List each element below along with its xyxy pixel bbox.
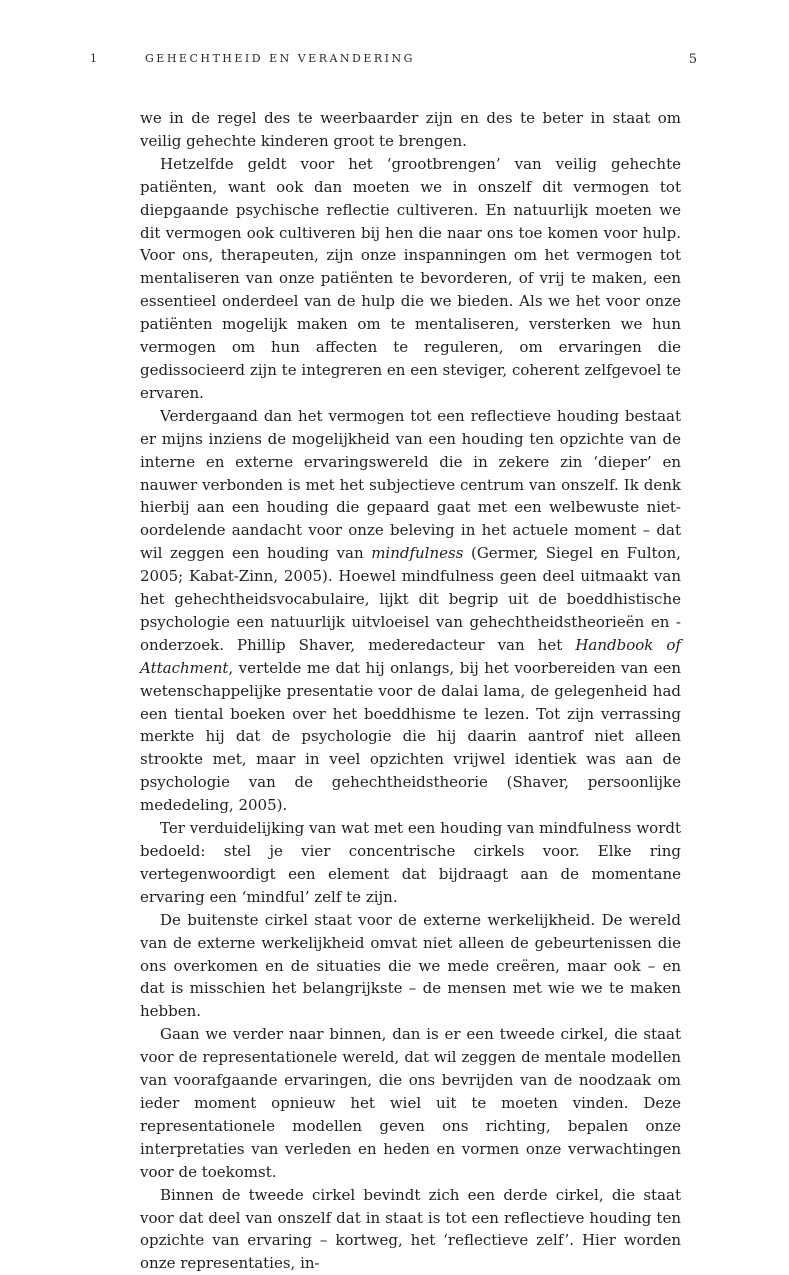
text-segment: De buitenste cirkel staat voor de externe werkelijkheid. De wereld van de externe werkelijkheid omvat niet alleen de gebeurtenissen die ons overkomen en de situaties die we mede creëren, maar ook – en dat is misschien het belangrijkste – de mensen met wie we te maken hebben. <box>140 910 681 1021</box>
paragraph <box>140 909 681 1024</box>
paragraph <box>140 153 681 405</box>
text-segment: Gaan we verder naar binnen, dan is er een tweede cirkel, die staat voor de representationele wereld, dat wil zeggen de mentale modellen van voorafgaande ervaringen, die ons bevrijden van de noodzaak om ieder moment opnieuw het wiel uit te moeten vinden. Deze representationele modellen geven ons richting, bepalen onze interpretaties van verleden en heden en vormen onze verwachtingen voor de toekomst. <box>140 1025 681 1181</box>
paragraph <box>140 107 681 153</box>
text-segment: we in de regel des te weerbaarder zijn en des te beter in staat om veilig gehechte kinderen groot te brengen. <box>140 109 681 150</box>
paragraph <box>140 1184 681 1275</box>
body-text <box>140 107 681 1275</box>
chapter-number: 1 <box>90 52 100 65</box>
italic-term: mindfulness <box>371 544 464 563</box>
text-segment: (Germer, Siegel en Fulton, 2005; Kabat-Zinn, 2005). Hoewel mindfulness geen deel uitmaakt van het gehechtheidsvocabulaire, lijkt dit begrip uit de boeddhistische psychologie een natuurlijk uitvloeisel van gehechtheidstheorieën en -onderzoek. Phillip Shaver, mederedacteur van het <box>140 544 681 654</box>
page-number: 5 <box>688 52 697 67</box>
text-segment: Ter verduidelijking van wat met een houding van mindfulness wordt bedoeld: stel je vier concentrische cirkels voor. Elke ring vertegenwoordigt een element dat bijdraagt aan de momentane ervaring een ‘mindful’ zelf te zijn. <box>140 819 681 906</box>
paragraph <box>140 817 681 909</box>
text-segment: Hetzelfde geldt voor het ‘grootbrengen’ van veilig gehechte patiënten, want ook dan moeten we in onszelf dit vermogen tot diepgaande psychische reflectie cultiveren. En natuurlijk moeten we dit vermogen ook cultiveren bij hen die naar ons toe komen voor hulp. Voor ons, therapeuten, zijn onze inspanningen om het vermogen tot mentaliseren van onze patiënten te bevorderen, of vrij te maken, een essentieel onderdeel van de hulp die we bieden. Als we het voor onze patiënten mogelijk maken om te mentaliseren, versterken we hun vermogen om hun affecten te reguleren, om ervaringen die gedissocieerd zijn te integreren en een steviger, coherent zelfgevoel te ervaren. <box>140 154 681 402</box>
running-header <box>90 52 697 72</box>
italic-term: Handbook of Attachment <box>140 635 681 677</box>
text-segment: , vertelde me dat hij onlangs, bij het voorbereiden van een wetenschappelijke presentatie voor de dalai lama, de gelegenheid had een tiental boeken over het boeddhisme te lezen. Tot zijn verrassing merkte hij dat de psychologie die hij daarin aantrof niet alleen strookte met, maar in veel opzichten vrijwel identiek was aan de psychologie van de gehechtheidstheorie (Shaver, persoonlijke mededeling, 2005). <box>140 658 681 815</box>
paragraph <box>140 1023 681 1183</box>
running-title: GEHECHTHEID EN VERANDERING <box>145 52 415 65</box>
text-segment: Verdergaand dan het vermogen tot een reflectieve houding bestaat er mijns inziens de mogelijkheid van een houding ten opzichte van de interne en externe ervaringswereld die in zekere zin ‘dieper’ en nauwer verbonden is met het subjectieve centrum van onszelf. Ik denk hierbij aan een houding die gepaard gaat met een welbewuste niet-oordelende aandacht voor onze beleving in het actuele moment – dat wil zeggen een houding van <box>140 406 681 563</box>
paragraph <box>140 405 681 817</box>
text-segment: Binnen de tweede cirkel bevindt zich een derde cirkel, die staat voor dat deel van onszelf dat in staat is tot een reflectieve houding ten opzichte van ervaring – kortweg, het ‘reflectieve zelf’. Hier worden onze representaties, in- <box>140 1185 681 1273</box>
